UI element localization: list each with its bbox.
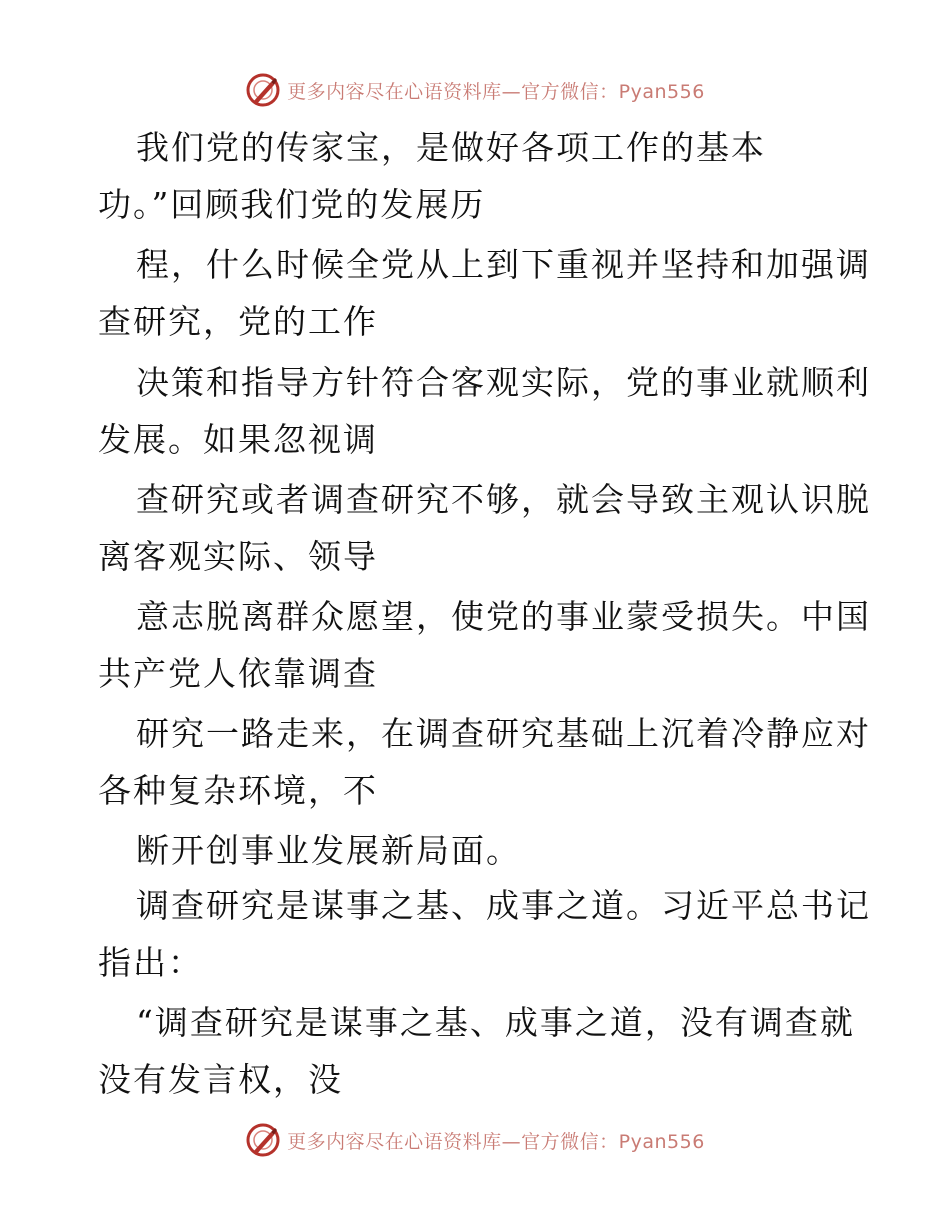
text-line: 没有发言权，没 <box>98 1060 343 1099</box>
text-line: 研究一路走来，在调查研究基础上沉着冷静应对 <box>136 714 871 753</box>
header-banner <box>0 70 950 110</box>
text-line: 断开创事业发展新局面。 <box>136 831 521 870</box>
text-line: 离客观实际、领导 <box>98 537 378 576</box>
pen-logo-icon <box>245 1122 281 1158</box>
text-line: 查研究，党的工作 <box>98 302 378 341</box>
text-line: 我们党的传家宝，是做好各项工作的基本 <box>136 128 766 167</box>
text-line: 指出： <box>98 943 203 982</box>
text-line: 共产党人依靠调查 <box>98 654 378 693</box>
footer-banner-text: 更多内容尽在心语资料库—官方微信：Pyan556 <box>287 1130 705 1153</box>
pen-logo-icon <box>245 72 281 108</box>
text-line: “调查研究是谋事之基、成事之道，没有调查就 <box>136 1003 855 1042</box>
text-line: 程，什么时候全党从上到下重视并坚持和加强调 <box>136 245 871 284</box>
text-line: 决策和指导方针符合客观实际，党的事业就顺利 <box>136 363 871 402</box>
text-line: 查研究或者调查研究不够，就会导致主观认识脱 <box>136 480 871 519</box>
text-line: 各种复杂环境，不 <box>98 771 378 810</box>
text-line: 发展。如果忽视调 <box>98 420 378 459</box>
text-line: 意志脱离群众愿望，使党的事业蒙受损失。中国 <box>136 597 871 636</box>
footer-banner <box>0 1120 950 1160</box>
text-line: 功。”回顾我们党的发展历 <box>98 185 486 224</box>
header-banner-text: 更多内容尽在心语资料库—官方微信：Pyan556 <box>287 80 705 103</box>
text-line: 调查研究是谋事之基、成事之道。习近平总书记 <box>136 886 871 925</box>
